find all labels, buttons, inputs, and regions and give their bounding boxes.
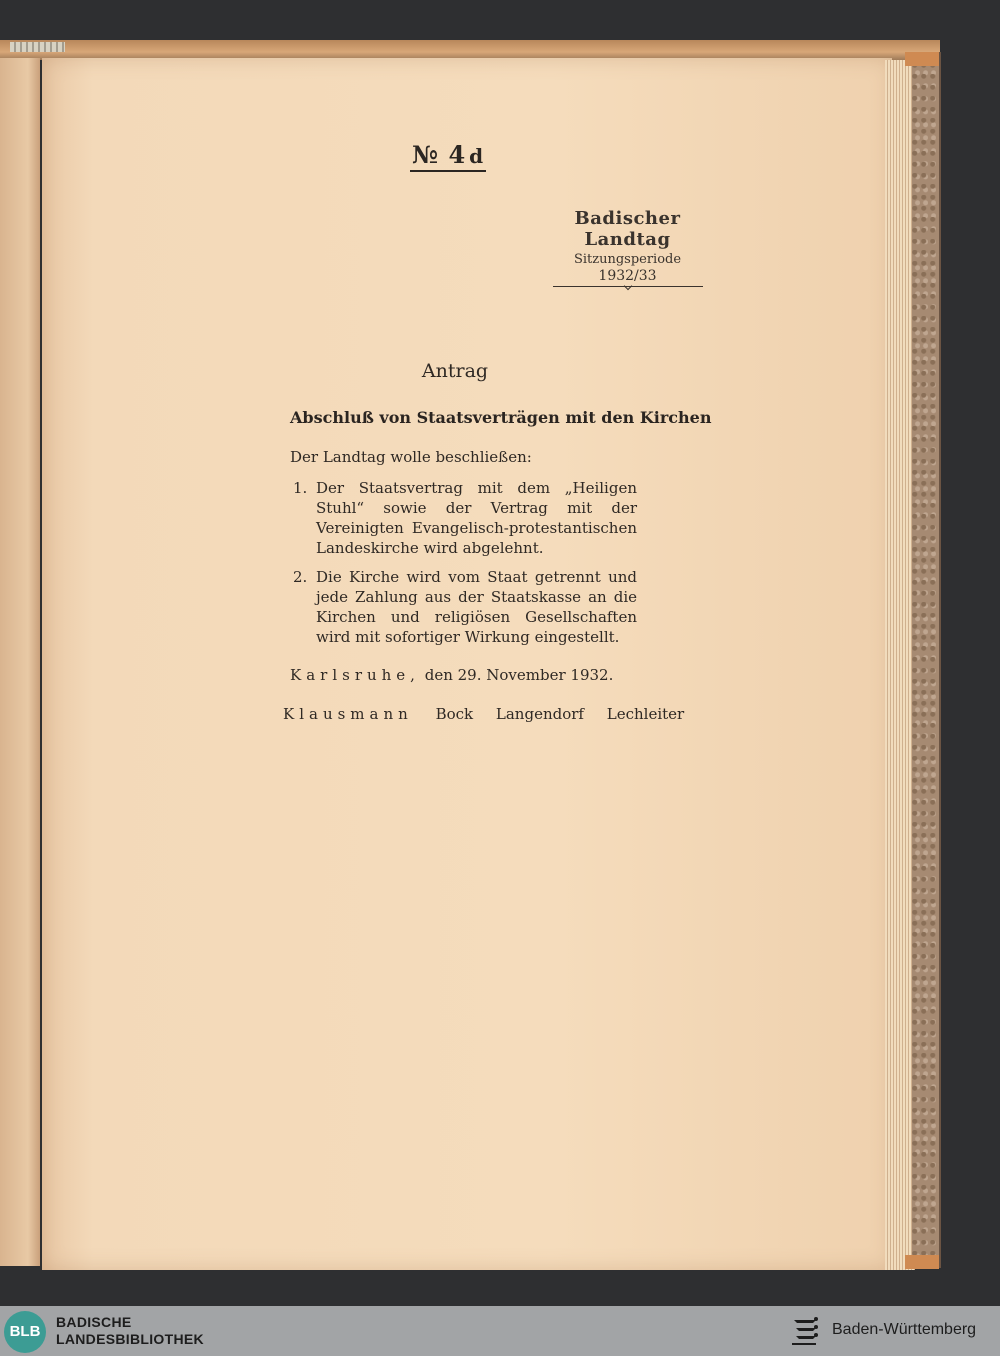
library-name-line2: LANDESBIBLIOTHEK (56, 1331, 204, 1347)
item-text: Die Kirche wird vom Staat getrennt und jede Zahlung aus der Staatskasse an die Kirchen und religiösen Gesellschaften wird mit sofortiger Wirkung eingestellt. (316, 568, 637, 646)
signatories (283, 705, 702, 723)
signer-name: Bock (435, 705, 474, 723)
item-number: 2. (293, 568, 308, 586)
resolution-item (293, 478, 637, 558)
date: den 29. November 1932. (424, 666, 614, 684)
stamp-title: Badischer Landtag (574, 208, 681, 250)
document-heading: Antrag (421, 360, 489, 382)
place-date (290, 666, 613, 684)
signer-name: Klausmann (283, 705, 413, 723)
footer-bar (0, 1306, 1000, 1356)
number-value: 4 (448, 140, 467, 169)
signer-name: Lechleiter (606, 705, 685, 723)
document-page (42, 58, 892, 1270)
book-top-edge (0, 40, 940, 60)
page-stack-edge (885, 60, 915, 1270)
stamp-rule (553, 286, 703, 287)
coat-of-arms-lions-icon (790, 1314, 822, 1348)
cover-corner-bottom (905, 1255, 939, 1269)
library-name[interactable] (56, 1314, 204, 1348)
stamp-period: 1932/33 (598, 268, 657, 284)
stamp-session: Sitzungsperiode (573, 252, 682, 267)
blb-logo-icon[interactable]: BLB (4, 1311, 46, 1353)
book-cover-edge (912, 52, 941, 1268)
resolution-item (293, 567, 637, 647)
item-number: 1. (293, 479, 308, 497)
item-text: Der Staatsvertrag mit dem „Heiligen Stuhl“ sowie der Vertrag mit der Vereinigten Evangelisch-protestantischen Landeskirche wird abgelehnt. (316, 479, 637, 557)
cover-corner-top (905, 52, 939, 66)
resolution-intro: Der Landtag wolle beschließen: (290, 448, 532, 466)
number-prefix: № (412, 140, 440, 169)
signer-name: Langendorf (495, 705, 584, 723)
landtag-stamp (545, 208, 710, 287)
document-subject: Abschluß von Staatsverträgen mit den Kirchen (290, 408, 712, 427)
library-name-line1: BADISCHE (56, 1314, 132, 1330)
place: Karlsruhe, (290, 666, 420, 684)
number-suffix: d (469, 144, 485, 168)
document-number (410, 140, 486, 172)
left-page-edge (0, 58, 40, 1266)
state-name[interactable]: Baden-Württemberg (832, 1321, 977, 1338)
